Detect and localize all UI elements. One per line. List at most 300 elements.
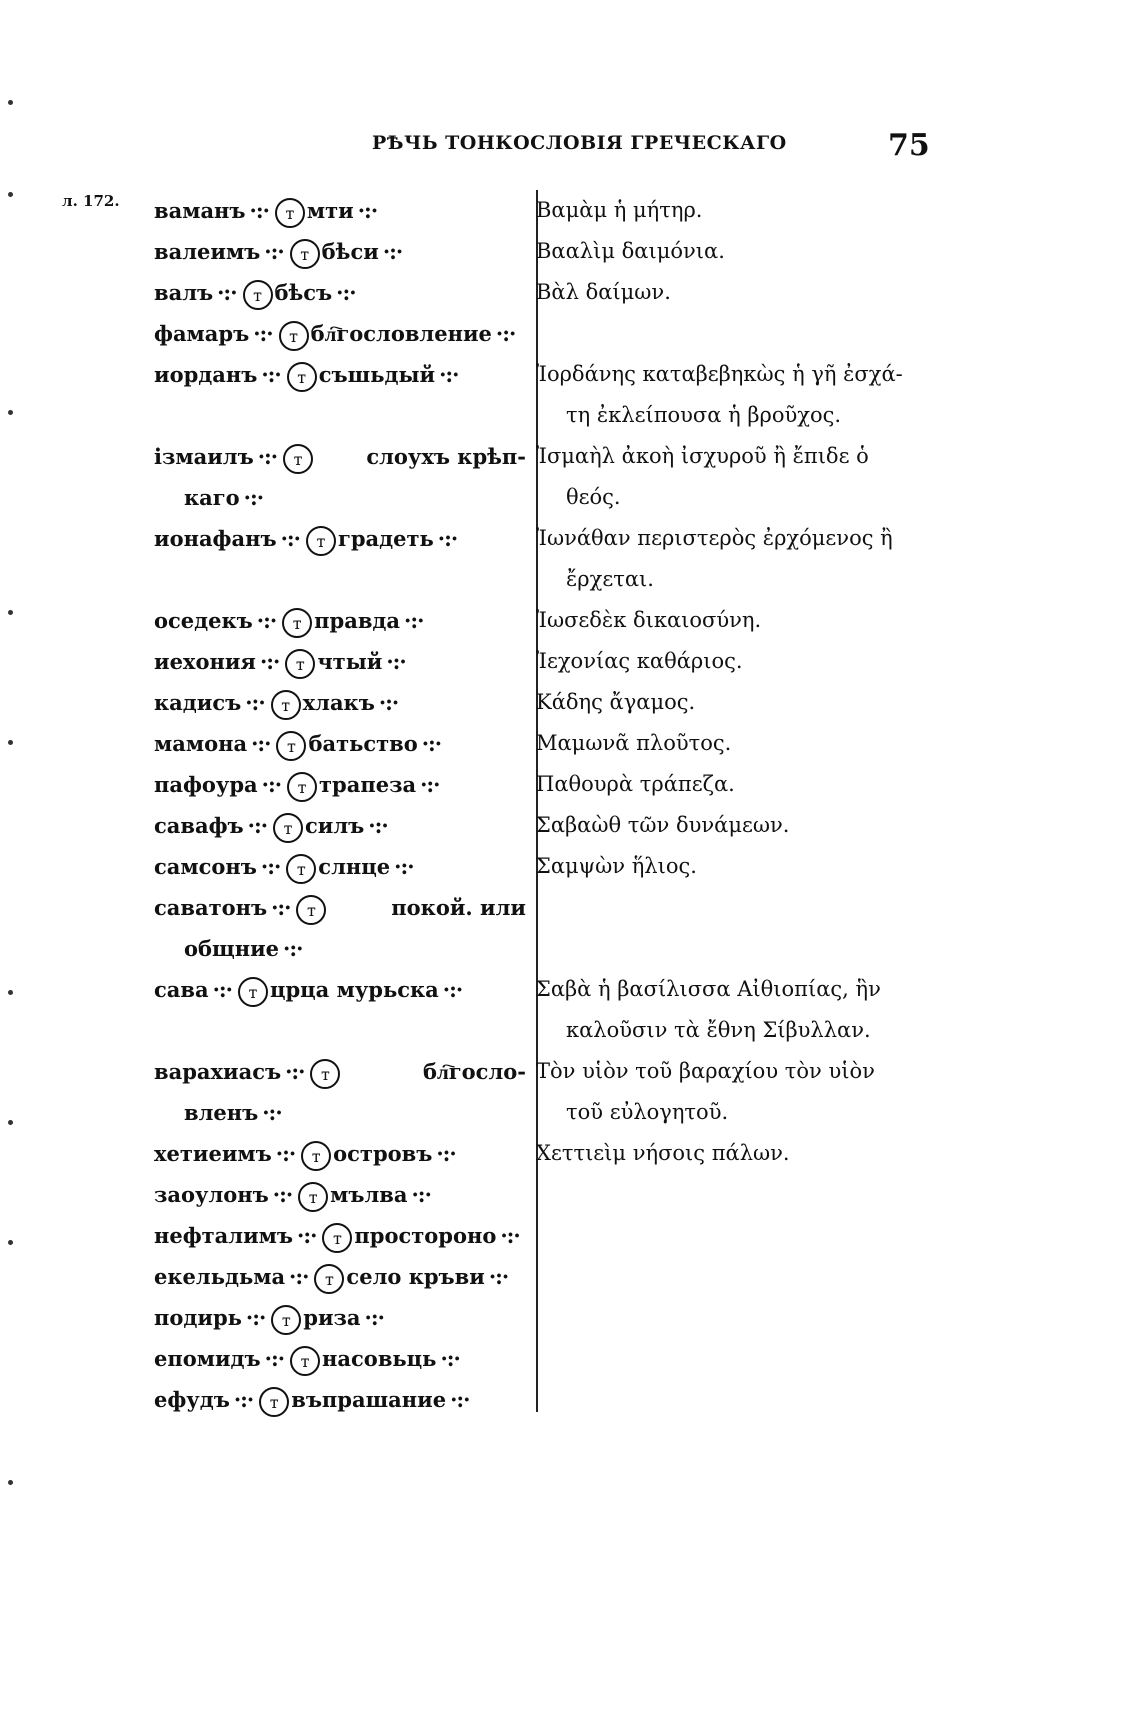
translation-marker: т — [259, 1387, 289, 1417]
blank-line — [536, 1379, 928, 1420]
separator-dots: ·:· — [440, 1346, 460, 1371]
greek-line: Παθουρὰ τράπεζα. — [536, 772, 735, 796]
translation-marker: т — [290, 1346, 320, 1376]
gloss: покой. или — [391, 895, 526, 920]
headword: подирь — [154, 1305, 242, 1330]
separator-dots: ·:· — [488, 1264, 509, 1289]
separator-dots: ·:· — [437, 526, 458, 551]
headword-group — [154, 1387, 291, 1412]
slavonic-column — [154, 682, 526, 723]
greek-column — [526, 1133, 928, 1174]
translation-marker: т — [282, 608, 312, 638]
separator-dots: ·:· — [251, 731, 271, 756]
greek-column — [526, 518, 928, 600]
blank-line — [536, 1215, 928, 1256]
gloss: село кръви — [346, 1264, 485, 1289]
translation-marker: т — [287, 772, 317, 802]
separator-dots: ·:· — [243, 485, 264, 510]
gloss-group — [354, 1223, 523, 1248]
greek-column — [526, 1338, 928, 1379]
gloss: слоухъ крѣп- — [366, 444, 526, 469]
translation-marker: т — [271, 690, 301, 720]
headword: варахиасъ — [154, 1059, 282, 1084]
page-header — [0, 128, 1140, 164]
headword-group — [154, 1182, 330, 1207]
greek-column — [526, 1379, 928, 1420]
slavonic-column — [154, 887, 526, 969]
translation-marker: т — [298, 1182, 328, 1212]
translation-marker: т — [322, 1223, 352, 1253]
gloss: хлакъ — [302, 690, 375, 715]
glossary-entry — [154, 682, 934, 723]
folio-reference: л. 172. — [62, 192, 120, 210]
slavonic-line — [154, 1051, 526, 1092]
separator-dots: ·:· — [257, 444, 278, 469]
gloss: бл҇госло- — [423, 1059, 526, 1084]
slavonic-line — [154, 1338, 526, 1379]
glossary-entry — [154, 354, 934, 436]
gloss-group — [319, 772, 443, 797]
headword-group — [154, 362, 319, 387]
slavonic-column — [154, 1215, 526, 1256]
slavonic-line — [154, 1174, 526, 1215]
slavonic-column — [154, 1133, 526, 1174]
translation-marker: т — [290, 239, 320, 269]
slavonic-column — [154, 518, 526, 600]
gloss-group — [333, 1141, 460, 1166]
slavonic-line — [154, 682, 526, 723]
headword-group — [154, 731, 308, 756]
glossary-entry — [154, 846, 934, 887]
headword: ионафанъ — [154, 526, 277, 551]
gloss-continuation: вленъ — [184, 1100, 259, 1125]
separator-dots: ·:· — [233, 1387, 254, 1412]
gloss: батьство — [308, 731, 418, 756]
headword: фамаръ — [154, 321, 250, 346]
gloss: съшьдый — [318, 362, 436, 387]
glossary-entry — [154, 764, 934, 805]
slavonic-line — [154, 723, 526, 764]
headword-group — [154, 321, 311, 346]
glossary-entry — [154, 723, 934, 764]
greek-line: Ἰεχονίας καθάριος. — [536, 649, 743, 673]
greek-line: Σαβαὼθ τῶν δυνάμεων. — [536, 813, 790, 837]
slavonic-line-continued — [154, 928, 526, 969]
gloss-group — [322, 1346, 464, 1371]
headword: кадисъ — [154, 690, 242, 715]
headword: иорданъ — [154, 362, 258, 387]
glossary-entry — [154, 1174, 934, 1215]
slavonic-line — [154, 641, 526, 682]
greek-line: Μαμωνᾶ πλοῦτος. — [536, 731, 732, 755]
blank-line — [536, 313, 928, 354]
separator-dots: ·:· — [297, 1223, 317, 1248]
gloss: островъ — [333, 1141, 433, 1166]
greek-line: Ἰωνάθαν περιστερὸς ἐρχόμενος ἢ — [536, 526, 893, 550]
headword: сава — [154, 977, 209, 1002]
separator-dots: ·:· — [382, 239, 403, 264]
greek-column — [526, 764, 928, 805]
gloss: насовьць — [322, 1346, 437, 1371]
glossary-entry — [154, 1297, 934, 1338]
gloss-group — [275, 280, 360, 305]
gloss-group — [270, 977, 466, 1002]
slavonic-column — [154, 969, 526, 1051]
headword: мамона — [154, 731, 248, 756]
gloss: трапеза — [319, 772, 417, 797]
greek-column — [526, 600, 928, 641]
gloss: бѣсъ — [274, 280, 333, 305]
separator-dots: ·:· — [411, 1182, 431, 1207]
translation-marker: т — [276, 731, 306, 761]
gloss-group — [391, 887, 526, 928]
headword: ізмаилъ — [154, 444, 254, 469]
greek-column — [526, 641, 928, 682]
translation-marker: т — [283, 444, 313, 474]
glossary-entry — [154, 313, 934, 354]
gloss-group — [317, 649, 409, 674]
headword-group — [154, 198, 307, 223]
slavonic-column — [154, 313, 526, 354]
slavonic-column — [154, 231, 526, 272]
separator-dots: ·:· — [249, 198, 269, 223]
headword: пафоура — [154, 772, 258, 797]
blank-line — [536, 1297, 928, 1338]
blank-line — [536, 1338, 928, 1379]
greek-column — [526, 805, 928, 846]
separator-dots: ·:· — [394, 854, 414, 879]
greek-line: Κάδης ἄγαμος. — [536, 690, 696, 714]
gloss: бѣси — [321, 239, 379, 264]
headword-group — [154, 1223, 354, 1248]
translation-marker: т — [310, 1059, 340, 1089]
headword: епомидъ — [154, 1346, 261, 1371]
separator-dots: ·:· — [217, 280, 237, 305]
blank-line — [536, 1256, 928, 1297]
headword: оседекъ — [154, 608, 253, 633]
headword-group — [154, 1305, 303, 1330]
translation-marker: т — [238, 977, 268, 1007]
slavonic-column — [154, 1379, 526, 1420]
slavonic-column — [154, 1338, 526, 1379]
separator-dots: ·:· — [261, 362, 281, 387]
headword-group — [154, 1141, 333, 1166]
glossary-entry — [154, 805, 934, 846]
slavonic-column — [154, 190, 526, 231]
greek-line: Ἰσμαὴλ ἀκοὴ ἰσχυροῦ ἢ ἔπιδε ὁ — [536, 444, 869, 468]
slavonic-line — [154, 518, 526, 559]
separator-dots: ·:· — [420, 772, 440, 797]
gloss-group — [338, 526, 461, 551]
greek-column — [526, 682, 928, 723]
headword-group — [154, 887, 328, 928]
margin-specks — [0, 0, 30, 1709]
headword-group — [154, 977, 270, 1002]
greek-line: Βααλὶμ δαιμόνια. — [536, 239, 725, 263]
slavonic-line-continued — [154, 477, 526, 518]
greek-column — [526, 1297, 928, 1338]
greek-line: ἔρχεται. — [566, 567, 654, 591]
slavonic-column — [154, 764, 526, 805]
slavonic-line — [154, 1256, 526, 1297]
gloss-group — [423, 1051, 526, 1092]
separator-dots: ·:· — [253, 321, 273, 346]
slavonic-line — [154, 313, 526, 354]
translation-marker: т — [285, 649, 315, 679]
slavonic-line — [154, 1133, 526, 1174]
greek-line: τη ἐκλείπουσα ἡ βροῦχος. — [566, 403, 842, 427]
slavonic-line — [154, 846, 526, 887]
glossary-entry — [154, 887, 934, 969]
slavonic-line — [154, 1215, 526, 1256]
gloss: бл҇гословление — [310, 321, 492, 346]
slavonic-column — [154, 1256, 526, 1297]
gloss-group — [322, 239, 407, 264]
slavonic-line — [154, 764, 526, 805]
separator-dots: ·:· — [442, 977, 463, 1002]
glossary-entry — [154, 1338, 934, 1379]
gloss: въпрашание — [291, 1387, 447, 1412]
separator-dots: ·:· — [436, 1141, 456, 1166]
page-number: 75 — [888, 128, 930, 163]
gloss-group — [346, 1264, 512, 1289]
glossary-entry — [154, 272, 934, 313]
headword-group — [154, 1346, 322, 1371]
greek-column — [526, 846, 928, 887]
headword-group — [154, 608, 314, 633]
glossary-entry — [154, 190, 934, 231]
slavonic-column — [154, 436, 526, 518]
separator-dots: ·:· — [450, 1387, 470, 1412]
slavonic-line — [154, 1379, 526, 1420]
gloss-group — [366, 436, 526, 477]
glossary-entry — [154, 600, 934, 641]
slavonic-line — [154, 190, 526, 231]
gloss: силъ — [305, 813, 365, 838]
gloss-group — [291, 1387, 473, 1412]
glossary-entry — [154, 1051, 934, 1133]
glossary-entry — [154, 231, 934, 272]
separator-dots: ·:· — [336, 280, 356, 305]
greek-line: Ἰορδάνης καταβεβηκὼς ἡ γῆ ἐσχά- — [536, 362, 903, 386]
separator-dots: ·:· — [283, 936, 303, 961]
greek-line: τοῦ εὐλογητοῦ. — [566, 1100, 729, 1124]
slavonic-line — [154, 1297, 526, 1338]
greek-line: θεός. — [566, 485, 621, 509]
slavonic-line-continued — [154, 1092, 526, 1133]
greek-column — [526, 887, 928, 969]
headword: хетиеимъ — [154, 1141, 272, 1166]
separator-dots: ·:· — [260, 854, 281, 879]
greek-line: Ἰωσεδὲκ δικαιοσύνη. — [536, 608, 762, 632]
blank-line — [536, 887, 928, 928]
separator-dots: ·:· — [280, 526, 300, 551]
gloss: мти — [306, 198, 354, 223]
separator-dots: ·:· — [264, 239, 284, 264]
running-title: РѢЧЬ ТОНКОСЛОВІЯ ГРЕЧЕСКАГО — [372, 132, 787, 154]
glossary-entries — [154, 190, 934, 1420]
gloss-continuation: общние — [184, 936, 280, 961]
separator-dots: ·:· — [378, 690, 399, 715]
greek-column — [526, 436, 928, 518]
slavonic-line — [154, 436, 526, 477]
separator-dots: ·:· — [256, 608, 277, 633]
separator-dots: ·:· — [245, 690, 265, 715]
headword-group — [154, 436, 315, 477]
separator-dots: ·:· — [271, 895, 291, 920]
greek-line: καλοῦσιν τὰ ἔθνη Σίβυλλαν. — [566, 1018, 871, 1042]
glossary-entry — [154, 436, 934, 518]
headword: самсонъ — [154, 854, 257, 879]
greek-column — [526, 1256, 928, 1297]
blank-line — [154, 395, 526, 436]
glossary-entry — [154, 1133, 934, 1174]
separator-dots: ·:· — [247, 813, 268, 838]
translation-marker: т — [286, 854, 316, 884]
slavonic-column — [154, 641, 526, 682]
slavonic-column — [154, 272, 526, 313]
headword: екельдьма — [154, 1264, 286, 1289]
slavonic-column — [154, 1051, 526, 1133]
separator-dots: ·:· — [264, 1346, 285, 1371]
slavonic-line — [154, 272, 526, 313]
headword: заоулонъ — [154, 1182, 269, 1207]
slavonic-column — [154, 805, 526, 846]
gloss: црца мурьска — [269, 977, 439, 1002]
slavonic-column — [154, 1174, 526, 1215]
greek-column — [526, 190, 928, 231]
headword: валеимъ — [154, 239, 261, 264]
gloss-group — [307, 198, 381, 223]
blank-line — [536, 1174, 928, 1215]
glossary-entry — [154, 1215, 934, 1256]
gloss: чтый — [317, 649, 383, 674]
gloss: слнце — [318, 854, 391, 879]
headword-group — [154, 1264, 346, 1289]
separator-dots: ·:· — [357, 198, 378, 223]
separator-dots: ·:· — [285, 1059, 305, 1084]
translation-marker: т — [296, 895, 326, 925]
separator-dots: ·:· — [261, 772, 282, 797]
headword-group — [154, 690, 303, 715]
headword: иехония — [154, 649, 256, 674]
headword: савафъ — [154, 813, 244, 838]
separator-dots: ·:· — [500, 1223, 520, 1248]
separator-dots: ·:· — [386, 649, 406, 674]
headword-group — [154, 526, 338, 551]
glossary-entry — [154, 969, 934, 1051]
greek-column — [526, 354, 928, 436]
separator-dots: ·:· — [495, 321, 516, 346]
headword-group — [154, 854, 318, 879]
greek-column — [526, 1215, 928, 1256]
gloss: правда — [314, 608, 401, 633]
glossary-entry — [154, 1256, 934, 1297]
separator-dots: ·:· — [275, 1141, 296, 1166]
headword: саватонъ — [154, 895, 268, 920]
blank-line — [154, 559, 526, 600]
separator-dots: ·:· — [212, 977, 232, 1002]
slavonic-column — [154, 723, 526, 764]
greek-column — [526, 1174, 928, 1215]
greek-column — [526, 1051, 928, 1133]
gloss-group — [330, 1182, 435, 1207]
gloss-group — [308, 731, 445, 756]
translation-marker: т — [275, 198, 305, 228]
separator-dots: ·:· — [262, 1100, 282, 1125]
headword: ефудъ — [154, 1387, 230, 1412]
slavonic-line — [154, 969, 526, 1010]
glossary-entry — [154, 518, 934, 600]
translation-marker: т — [273, 813, 303, 843]
headword: валъ — [154, 280, 214, 305]
headword-group — [154, 280, 275, 305]
translation-marker: т — [271, 1305, 301, 1335]
translation-marker: т — [306, 526, 336, 556]
translation-marker: т — [279, 321, 309, 351]
slavonic-line — [154, 805, 526, 846]
translation-marker: т — [301, 1141, 331, 1171]
blank-line — [536, 928, 928, 969]
greek-column — [526, 313, 928, 354]
gloss-continuation: каго — [184, 485, 240, 510]
greek-column — [526, 969, 928, 1051]
greek-line: Σαμψὼν ἥλιος. — [536, 854, 697, 878]
greek-line: Βαμὰμ ἡ μήτηρ. — [536, 198, 703, 222]
greek-column — [526, 723, 928, 764]
gloss-group — [305, 813, 392, 838]
separator-dots: ·:· — [368, 813, 388, 838]
slavonic-line — [154, 231, 526, 272]
slavonic-line — [154, 354, 526, 395]
gloss-group — [319, 362, 463, 387]
gloss: риза — [303, 1305, 361, 1330]
glossary-entry — [154, 641, 934, 682]
greek-line: Χεττιεὶμ νήσοις πάλων. — [536, 1141, 790, 1165]
separator-dots: ·:· — [439, 362, 459, 387]
separator-dots: ·:· — [272, 1182, 293, 1207]
slavonic-column — [154, 600, 526, 641]
headword-group — [154, 649, 317, 674]
separator-dots: ·:· — [245, 1305, 266, 1330]
gloss: простороно — [354, 1223, 497, 1248]
separator-dots: ·:· — [421, 731, 442, 756]
gloss: градеть — [337, 526, 434, 551]
slavonic-column — [154, 846, 526, 887]
greek-line: Τὸν υἱὸν τοῦ βαραχίου τὸν υἱὸν — [536, 1059, 875, 1083]
gloss-group — [314, 608, 427, 633]
separator-dots: ·:· — [364, 1305, 384, 1330]
headword-group — [154, 772, 319, 797]
headword-group — [154, 239, 322, 264]
headword: ваманъ — [154, 198, 246, 223]
separator-dots: ·:· — [259, 649, 280, 674]
glossary-entry — [154, 1379, 934, 1420]
gloss: мълва — [330, 1182, 408, 1207]
greek-column — [526, 231, 928, 272]
translation-marker: т — [287, 362, 317, 392]
slavonic-column — [154, 1297, 526, 1338]
blank-line — [154, 1010, 526, 1051]
gloss-group — [303, 1305, 388, 1330]
translation-marker: т — [314, 1264, 344, 1294]
gloss-group — [311, 321, 520, 346]
headword-group — [154, 1051, 342, 1092]
headword: нефталимъ — [154, 1223, 294, 1248]
gloss-group — [303, 690, 403, 715]
slavonic-column — [154, 354, 526, 436]
gloss-group — [318, 854, 417, 879]
